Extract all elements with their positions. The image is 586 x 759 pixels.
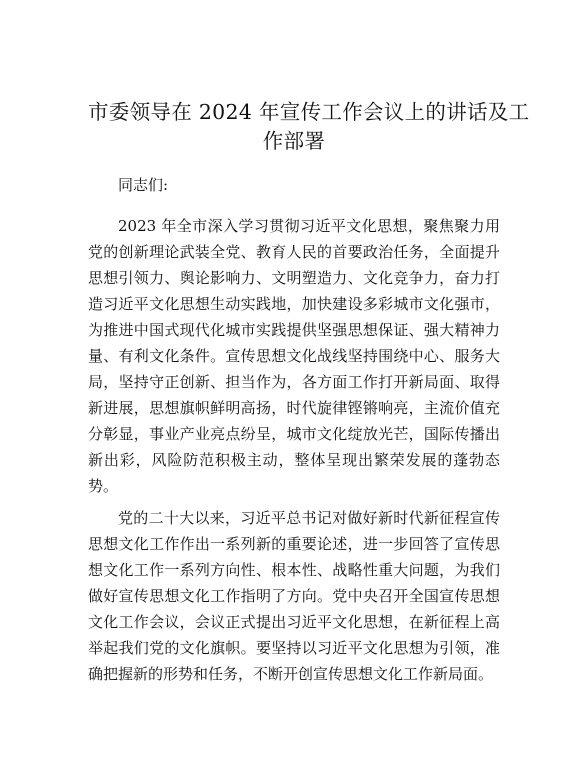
paragraph-2: 党的二十大以来，习近平总书记对做好新时代新征程宣传思想文化工作作出一系列新的重要论述，进一步回答了宣传思想文化工作一系列方向性、根本性、战略性重大问题，为我们做好宣传思想文化工作指明了方向。党中央召开全国宣传思想文化工作会议，会议正式提出习近平文化思想，在新征程上高举起我们党的文化旗帜。要坚持以习近平文化思想为引领，准确把握新的形势和任务，不断开创宣传思想文化工作新局面。: [88, 509, 500, 683]
title-line-2: 作部署: [262, 129, 326, 153]
paragraph-1: 2023 年全市深入学习贯彻习近平文化思想，聚焦聚力用党的创新理论武装全党、教育人民的首要政治任务，全面提升思想引领力、舆论影响力、文明塑造力、文化竞争力，奋力打造习近平文化思想生动实践地，加快建设多彩城市文化强市，为推进中国式现代化城市实践提供坚强思想保证、强大精神力量、有利文化条件。宣传思想文化战线坚持围绕中心、服务大局，坚持守正创新、担当作为，各方面工作打开新局面、取得新进展，思想旗帜鲜明高扬，时代旋律铿锵响亮，主流价值充分彰显，事业产业亮点纷呈，城市文化绽放光芒，国际传播出新出彩，风险防范积极主动，整体呈现出繁荣发展的蓬勃态势。: [88, 217, 500, 495]
salutation: 同志们:: [118, 176, 169, 194]
document-body: [88, 98, 530, 687]
title-line-1: 市委领导在 2024 年宣传工作会议上的讲话及工: [88, 100, 530, 124]
document-title: [88, 98, 530, 156]
